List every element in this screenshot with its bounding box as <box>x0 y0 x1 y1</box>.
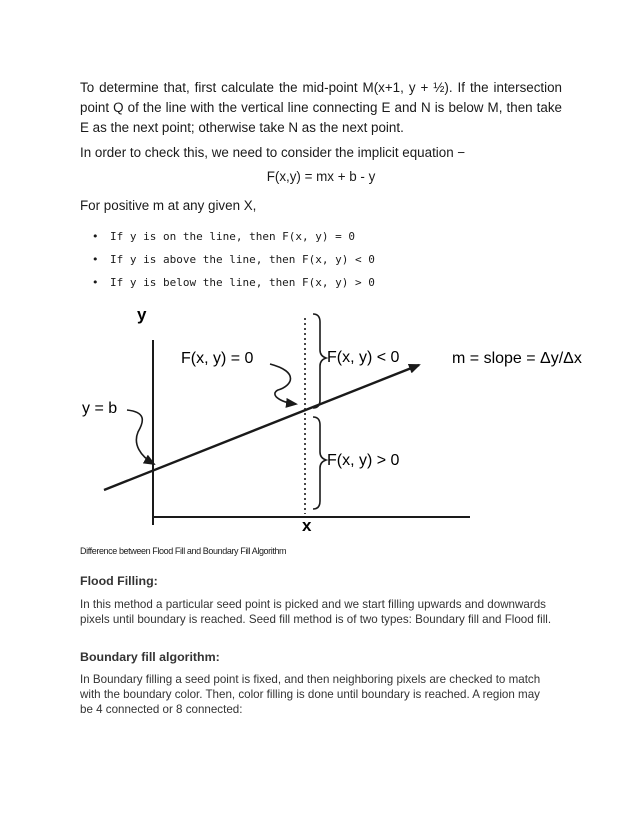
list-item <box>92 275 375 298</box>
list-item-text: If y is on the line, then F(x, y) = 0 <box>110 230 356 243</box>
list-item-text: If y is above the line, then F(x, y) < 0 <box>110 253 375 266</box>
implicit-line-diagram <box>70 300 610 540</box>
condition-list <box>92 229 375 298</box>
label-intercept: y = b <box>82 400 118 417</box>
figure-caption: Difference between Flood Fill and Boundary Fill Algorithm <box>80 546 287 556</box>
bullet-icon: • <box>92 276 99 289</box>
x-axis-label: x <box>302 516 312 535</box>
paragraph-midpoint: To determine that, first calculate the mid-point M(x+1, y + ½). If the intersection point Q of the line with the vertical line connecting E and N is below M, then take E as the next point; otherwise take N as the next point. <box>80 80 562 135</box>
bullet-icon: • <box>92 230 99 243</box>
heading-flood-filling: Flood Filling: <box>80 574 158 588</box>
bullet-icon: • <box>92 253 99 266</box>
list-item-text: If y is below the line, then F(x, y) > 0 <box>110 276 375 289</box>
pointer-intercept <box>127 410 154 464</box>
list-item <box>92 252 375 275</box>
label-slope: m = slope = Δy/Δx <box>452 350 582 367</box>
label-on-line: F(x, y) = 0 <box>181 350 254 367</box>
brace-lower <box>313 417 326 509</box>
list-item <box>92 229 375 252</box>
paragraph-boundary-fill: In Boundary filling a seed point is fixed, and then neighboring pixels are checked to match with the boundary color. Then, color filling is done until boundary is reached. A region may be 4 connected or 8 connected: <box>80 673 541 716</box>
sloped-line-arrow <box>104 365 419 490</box>
equation: F(x,y) = mx + b - y <box>266 169 376 184</box>
paragraph-flood-filling: In this method a particular seed point is picked and we start filling upwards and downwards pixels until boundary is reached. Seed fill method is of two types: Boundary fill and Flood fill. <box>80 598 552 626</box>
paragraph-implicit-equation: In order to check this, we need to consider the implicit equation − <box>80 145 466 160</box>
y-axis-label: y <box>137 305 147 324</box>
heading-boundary-fill: Boundary fill algorithm: <box>80 650 220 664</box>
label-above-line: F(x, y) < 0 <box>327 349 400 366</box>
paragraph-positive-m: For positive m at any given X, <box>80 198 257 213</box>
label-below-line: F(x, y) > 0 <box>327 452 400 469</box>
brace-upper <box>313 314 326 408</box>
pointer-on-line <box>270 364 296 404</box>
